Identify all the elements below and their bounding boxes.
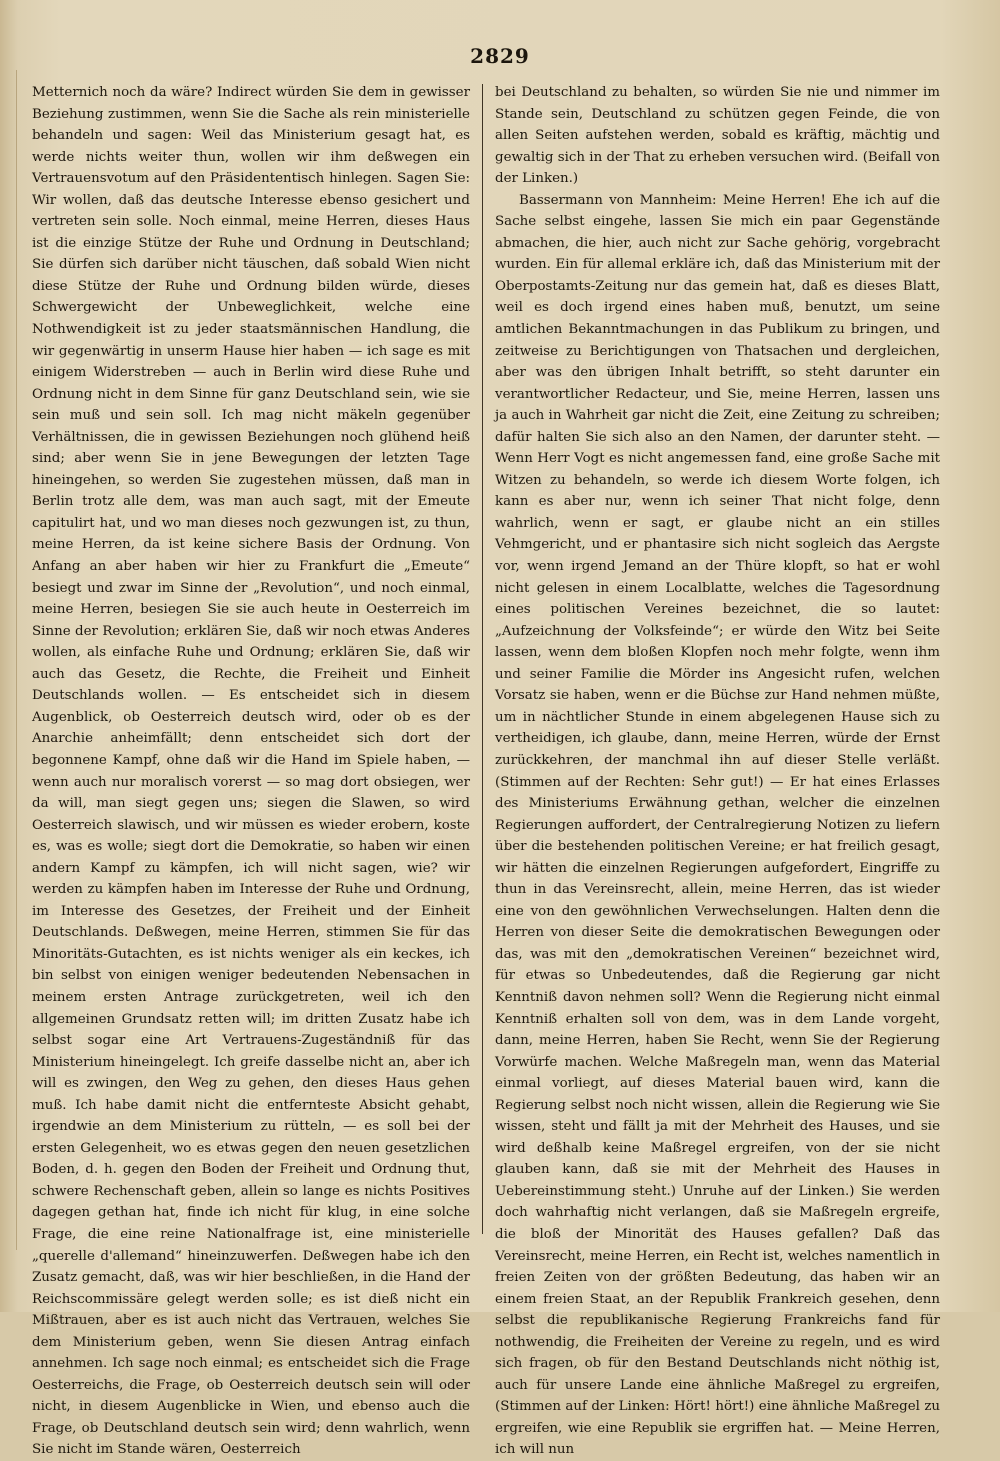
right-paragraph-1: bei Deutschland zu behalten, so würden Sie nie und nimmer im Stande sein, Deutschland zu schützen gegen Feinde, die von allen Seiten aufstehen werden, sobald es kräftig, mächtig und gewaltig sich in der That zu erheben versuchen wird. (Beifall von der Linken.)	[495, 85, 940, 187]
column-divider	[482, 84, 483, 1234]
bound-margin-strip	[0, 70, 17, 1250]
left-column	[32, 82, 470, 1461]
left-paragraph-1: Metternich noch da wäre? Indirect würden Sie dem in gewisser Beziehung zustimmen, wenn Sie die Sache als rein ministerielle behandeln und sagen: Weil das Ministerium gesagt hat, es werde nichts weiter thun, wollen wir ihm deßwegen ein Vertrauensvotum auf den Präsidententisch hinlegen. Sagen Sie: Wir wollen, daß das deutsche Interesse ebenso gesichert und vertreten sein solle. Noch einmal, meine Herren, dieses Haus ist die einzige Stütze der Ruhe und Ordnung in Deutschland; Sie dürfen sich darüber nicht täuschen, daß sobald Wien nicht diese Stütze der Ruhe und Ordnung bilden würde, dieses Schwergewicht der Unbeweglichkeit, welche eine Nothwendigkeit ist zu jeder staatsmännischen Handlung, die wir gegenwärtig in unserm Hause hier haben — ich sage es mit einigem Widerstreben — auch in Berlin wird diese Ruhe und Ordnung nicht in dem Sinne für ganz Deutschland sein, wie sie sein muß und sein soll. Ich mag nicht mäkeln gegenüber Verhältnissen, die in gewissen Beziehungen noch glühend heiß sind; aber wenn Sie in jene Bewegungen der letzten Tage hineingehen, so werden Sie zugestehen müssen, daß man in Berlin trotz alle dem, was man auch sagt, mit der Emeute capitulirt hat, und wo man dieses noch gezwungen ist, zu thun, meine Herren, da ist keine sichere Basis der Ordnung. Von Anfang an aber haben wir hier zu Frankfurt die „Emeute“ besiegt und zwar im Sinne der „Revolution“, und noch einmal, meine Herren, besiegen Sie sie auch heute in Oesterreich im Sinne der Revolution; erklären Sie, daß wir noch etwas Anderes wollen, als einfache Ruhe und Ordnung; erklären Sie, daß wir auch das Gesetz, die Rechte, die Freiheit und Einheit Deutschlands wollen. — Es entscheidet sich in diesem Augenblick, ob Oesterreich deutsch wird, oder ob es der Anarchie anheimfällt; denn entscheidet sich dort der begonnene Kampf, ohne daß wir die Hand im Spiele haben, — wenn auch nur moralisch vorerst — so mag dort obsiegen, wer da will, man siegt gegen uns; siegen die Slawen, so wird Oesterreich slawisch, und wir müssen es wieder erobern, koste es, was es wolle; siegt dort die Demokratie, so haben wir einen andern Kampf zu kämpfen, ich will nicht sagen, wie? wir werden zu kämpfen haben im Interesse der Ruhe und Ordnung, im Interesse des Gesetzes, der Freiheit und der Einheit Deutschlands. Deßwegen, meine Herren, stimmen Sie für das Minoritäts-Gutachten, es ist nichts weniger als ein keckes, ich bin selbst von einigen weniger bedeutenden Nebensachen in meinem ersten Antrage zurückgetreten, weil ich den allgemeinen Grundsatz retten will; im dritten Zusatz habe ich selbst sogar eine Art Vertrauens-Zugeständniß für das Ministerium hineingelegt. Ich greife dasselbe nicht an, aber ich will es zwingen, den Weg zu gehen, den dieses Haus gehen muß. Ich habe damit nicht die entfernteste Absicht gehabt, irgendwie an dem Ministerium zu rütteln, — es soll bei der ersten Gelegenheit, wo es etwas gegen den neuen gesetzlichen Boden, d. h. gegen den Boden der Freiheit und Ordnung thut, schwere Rechenschaft geben, allein so lange es nichts Positives dagegen gethan hat, finde ich nicht für klug, in eine solche Frage, die eine reine Nationalfrage ist, eine ministerielle „querelle d'allemand“ hineinzuwerfen. Deßwegen habe ich den Zusatz gemacht, daß, was wir hier beschließen, in die Hand der Reichscommissäre gelegt werden solle; es ist dieß nicht ein Mißtrauen, aber es ist auch nicht das Vertrauen, welches Sie dem Ministerium geben, wenn Sie diesen Antrag einfach annehmen. Ich sage noch einmal; es entscheidet sich die Frage Oesterreichs, die Frage, ob Oesterreich deutsch sein will oder nicht, in diesem Augenblicke in Wien, und ebenso auch die Frage, ob Deutschland deutsch sein wird; denn wahrlich, wenn Sie nicht im Stande wären, Oesterreich	[32, 85, 470, 1458]
page-number: 2829	[470, 44, 530, 68]
right-paragraph-2: Bassermann von Mannheim: Meine Herren! Ehe ich auf die Sache selbst eingehe, lassen Sie mich ein paar Gegenstände abmachen, die hier, auch nicht zur Sache gehörig, vorgebracht wurden. Ein für allemal erkläre ich, daß das Ministerium mit der Oberpostamts-Zeitung nur das gemein hat, daß es dieses Blatt, weil es doch irgend eines haben muß, benutzt, um seine amtlichen Bekanntmachungen in das Publikum zu bringen, und zeitweise zu Berichtigungen von Thatsachen und dergleichen, aber was den übrigen Inhalt betrifft, so steht darunter ein verantwortlicher Redacteur, und Sie, meine Herren, lassen uns ja auch in Wahrheit gar nicht die Zeit, eine Zeitung zu schreiben; dafür halten Sie sich also an den Namen, der darunter steht. — Wenn Herr Vogt es nicht angemessen fand, eine große Sache mit Witzen zu behandeln, so werde ich diesem Worte folgen, ich kann es aber nur, wenn ich seiner That nicht folge, denn wahrlich, wenn er sagt, er glaube nicht an ein stilles Vehmgericht, und er phantasire sich nicht sogleich das Aergste vor, wenn irgend Jemand an der Thüre klopft, so hat er wohl nicht gelesen in einem Localblatte, welches die Tagesordnung eines politischen Vereines bezeichnet, die so lautet: „Aufzeichnung der Volksfeinde“; er würde den Witz bei Seite lassen, wenn dem bloßen Klopfen noch mehr folgte, wenn ihm und seiner Familie die Mörder ins Angesicht rufen, welchen Vorsatz sie haben, wenn er die Büchse zur Hand nehmen müßte, um in nächtlicher Stunde in einem abgelegenen Hause sich zu vertheidigen, ich glaube, dann, meine Herren, würde der Ernst zurückkehren, der manchmal ihn auf dieser Stelle verläßt. (Stimmen auf der Rechten: Sehr gut!) — Er hat eines Erlasses des Ministeriums Erwähnung gethan, welcher die einzelnen Regierungen auffordert, der Centralregierung Notizen zu liefern über die bestehenden politischen Vereine; er hat freilich gesagt, wir hätten die einzelnen Regierungen aufgefordert, Eingriffe zu thun in das Vereinsrecht, allein, meine Herren, das ist wieder eine von den gewöhnlichen Verwechselungen. Halten denn die Herren von dieser Seite die demokratischen Bewegungen oder das, was mit den „demokratischen Vereinen“ bezeichnet wird, für etwas so Unbedeutendes, daß die Regierung gar nicht Kenntniß davon nehmen soll? Wenn die Regierung nicht einmal Kenntniß erhalten soll von dem, was in dem Lande vorgeht, dann, meine Herren, haben Sie Recht, wenn Sie der Regierung Vorwürfe machen. Welche Maßregeln man, wenn das Material einmal vorliegt, auf dieses Material bauen wird, kann die Regierung selbst noch nicht wissen, allein die Regierung wie Sie wissen, steht und fällt ja mit der Mehrheit des Hauses, und sie wird deßhalb keine Maßregel ergreifen, von der sie nicht glauben kann, daß sie mit der Mehrheit des Hauses in Uebereinstimmung steht.) Unruhe auf der Linken.) Sie werden doch wahrhaftig nicht verlangen, daß sie Maßregeln ergreife, die bloß der Minorität des Hauses gefallen? Daß das Vereinsrecht, meine Herren, ein Recht ist, welches namentlich in freien Zeiten von der größten Bedeutung, das haben wir an einem freien Staat, an der Republik Frankreich gesehen, denn selbst die republikanische Regierung Frankreichs fand für nothwendig, die Freiheiten der Vereine zu regeln, und es wird sich fragen, ob für den Bestand Deutschlands nicht nöthig ist, auch für unsere Lande eine ähnliche Maßregel zu ergreifen, (Stimmen auf der Linken: Hört! hört!) eine ähnliche Maßregel zu ergreifen, wie eine Republik sie ergriffen hat. — Meine Herren, ich will nun	[495, 192, 940, 1458]
right-column	[495, 82, 940, 1461]
